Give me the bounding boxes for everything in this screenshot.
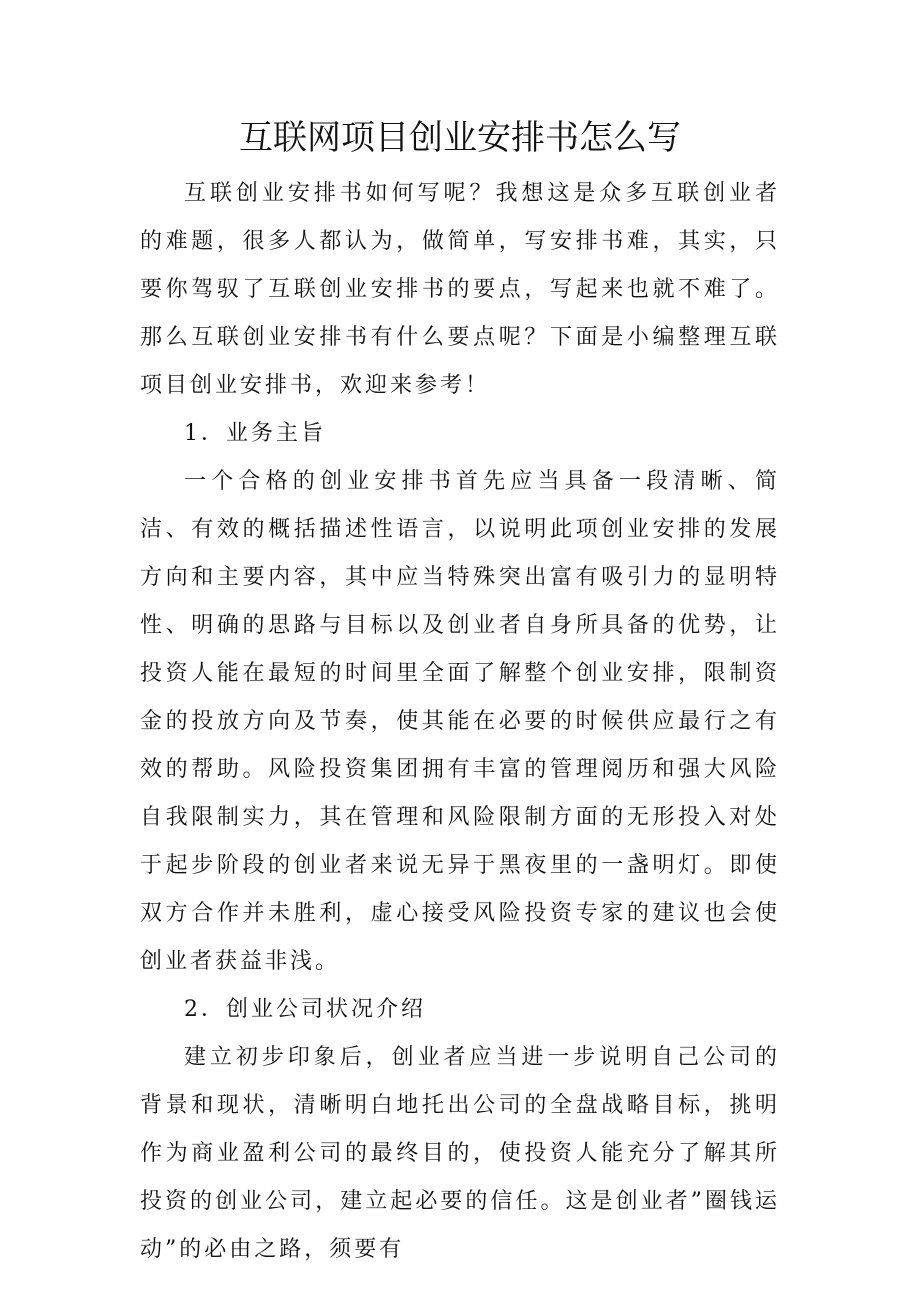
section-1-paragraph: 一个合格的创业安排书首先应当具备一段清晰、简洁、有效的概括描述性语言，以说明此项创业安排的发展方向和主要内容，其中应当特殊突出富有吸引力的显明特性、明确的思路与目标以及创业者自身所具备的优势，让投资人能在最短的时间里全面了解整个创业安排，限制资金的投放方向及节奏，使其能在必要的时候供应最行之有效的帮助。风险投资集团拥有丰富的管理阅历和强大风险自我限制实力，其在管理和风险限制方面的无形投入对处于起步阶段的创业者来说无异于黑夜里的一盏明灯。即使双方合作并未胜利，虚心接受风险投资专家的建议也会使创业者获益非浅。	[140, 469, 780, 974]
section-2-paragraph: 建立初步印象后，创业者应当进一步说明自己公司的背景和现状，清晰明白地托出公司的全盘战略目标，挑明作为商业盈利公司的最终目的，使投资人能充分了解其所投资的创业公司，建立起必要的信任。这是创业者”圈钱运动”的必由之路，须要有	[140, 1045, 780, 1262]
intro-paragraph: 互联创业安排书如何写呢？我想这是众多互联创业者的难题，很多人都认为，做简单，写安排书难，其实，只要你驾驭了互联创业安排书的要点，写起来也就不难了。那么互联创业安排书有什么要点呢？下面是小编整理互联项目创业安排书，欢迎来参考！	[140, 181, 780, 398]
document-body	[140, 170, 780, 1274]
section-2-heading: 2．创业公司状况介绍	[184, 997, 426, 1022]
section-1-heading: 1．业务主旨	[184, 421, 326, 446]
document-title: 互联网项目创业安排书怎么写	[239, 118, 681, 158]
